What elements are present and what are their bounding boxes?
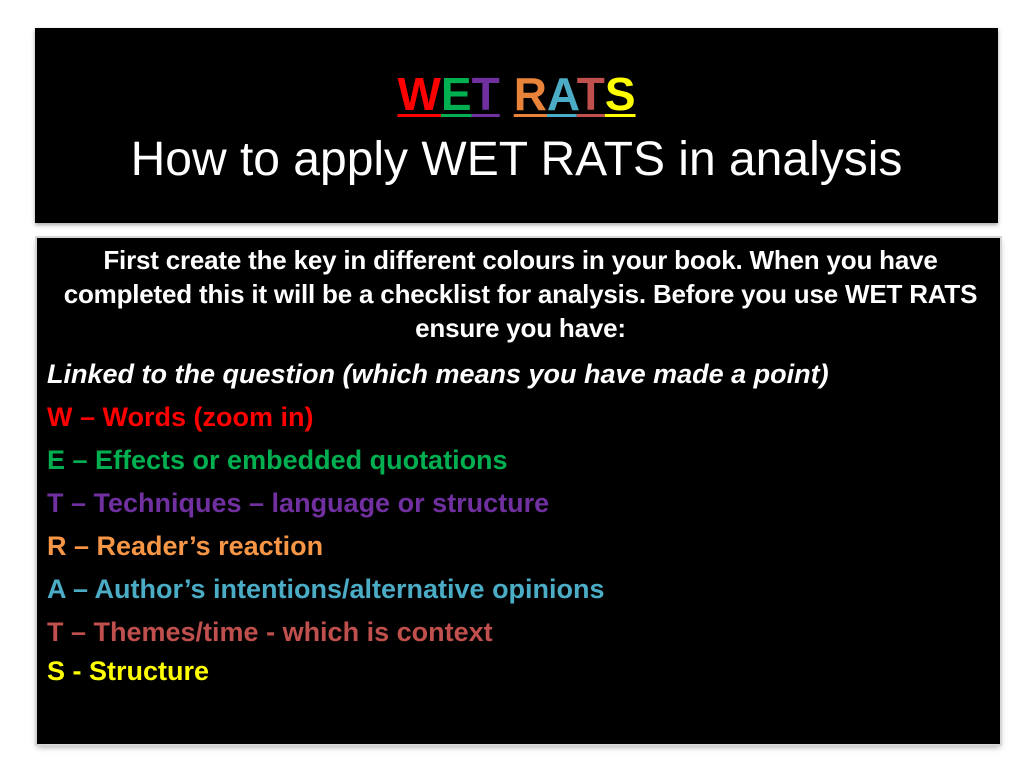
title-letter-w: W <box>397 68 441 120</box>
title-letter-t: T <box>576 68 605 120</box>
key-list <box>47 396 994 688</box>
content-box <box>37 238 1000 744</box>
title-letter-a: A <box>546 68 577 120</box>
key-item: E – Effects or embedded quotations <box>47 445 508 475</box>
key-item: T – Techniques – language or structure <box>47 488 550 518</box>
title-letter-t: T <box>471 68 500 120</box>
key-item: A – Author’s intentions/alternative opinions <box>47 574 605 604</box>
key-item: T – Themes/time - which is context <box>47 617 493 647</box>
key-item: W – Words (zoom in) <box>47 402 314 432</box>
title-box <box>35 28 998 223</box>
title-letter-s: S <box>604 68 636 120</box>
title-letter-r: R <box>513 68 547 120</box>
linked-question-text: Linked to the question (which means you have made a point) <box>47 359 829 389</box>
intro-text: First create the key in different colours in your book. When you have completed this it will be a checklist for analysis. Before you use WET RATS ensure you have: <box>63 245 978 343</box>
title-letter-e: E <box>440 68 472 120</box>
title-wet-rats <box>35 66 998 122</box>
key-item: R – Reader’s reaction <box>47 531 324 561</box>
page-subtitle: How to apply WET RATS in analysis <box>130 133 903 186</box>
key-item: S - Structure <box>47 656 210 686</box>
